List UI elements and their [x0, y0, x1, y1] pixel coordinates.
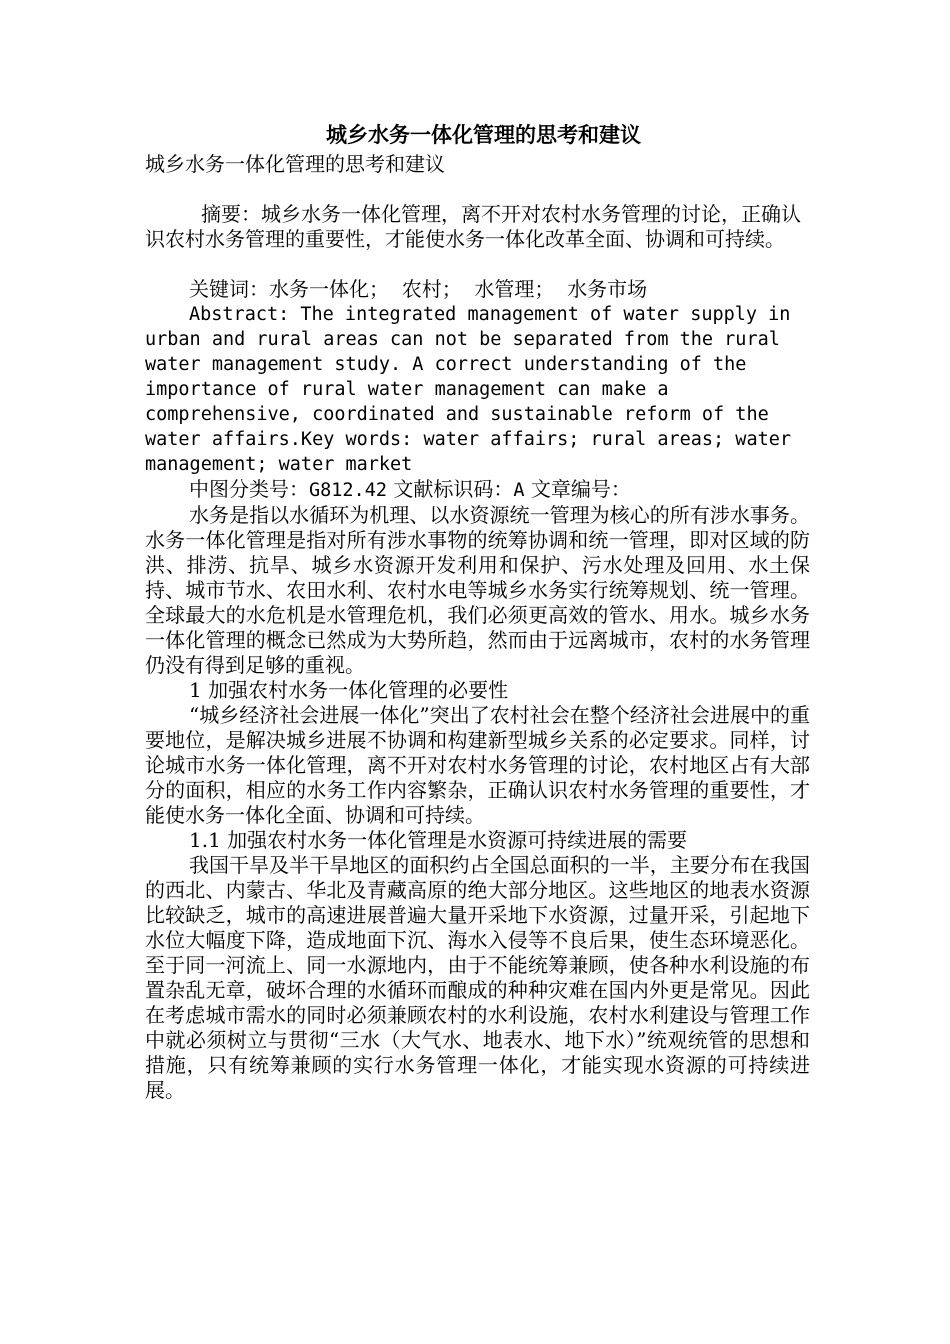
intro-paragraph: 水务是指以水循环为机理、以水资源统一管理为核心的所有涉水事务。水务一体化管理是指对所有涉水事物的统筹协调和统一管理，即对区域的防洪、排涝、抗旱、城乡水资源开发利用和保护、污水处理及回用、水土保持、城市节水、农田水利、农村水电等城乡水务实行统筹规划、统一管理。全球最大的水危机是水管理危机，我们必须更高效的管水、用水。城乡水务一体化管理的概念已然成为大势所趋，然而由于远离城市，农村的水务管理仍没有得到足够的重视。	[145, 503, 810, 677]
doc-code-label: 文献标识码：	[386, 477, 514, 501]
section-1-heading: 1 加强农村水务一体化管理的必要性	[189, 678, 509, 702]
document-title: 城乡水务一体化管理的思考和建议	[326, 122, 641, 147]
keywords-cn: 关键词：水务一体化； 农村； 水管理； 水务市场	[189, 277, 648, 301]
section-1-paragraph: “城乡经济社会进展一体化”突出了农村社会在整个经济社会进展中的重要地位，是解决城乡进展不协调和构建新型城乡关系的必定要求。同样，讨论城市水务一体化管理，离不开对农村水务管理的讨论，农村地区占有大部分的面积，相应的水务工作内容繁杂，正确认识农村水务管理的重要性，才能使水务一体化全面、协调和可持续。	[145, 703, 810, 827]
document-page	[145, 118, 810, 1103]
section-1-1-heading: 1.1 加强农村水务一体化管理是水资源可持续进展的需要	[189, 828, 688, 852]
classification-line	[145, 477, 810, 503]
abstract-en: Abstract: The integrated management of water supply in urban and rural areas can not be separated from the rural water management study. A correct understanding of the importance of rural water management can make a comprehensive, coordinated and sustainable reform of the water affairs.Key words: water affairs; rural areas; water management; water market	[145, 304, 792, 475]
abstract-cn: 摘要：城乡水务一体化管理，离不开对农村水务管理的讨论，正确认识农村水务管理的重要性，才能使水务一体化改革全面、协调和可持续。	[145, 202, 801, 251]
clc-code: G812.42	[309, 480, 387, 501]
clc-label: 中图分类号：	[189, 477, 309, 501]
doc-code: A	[513, 480, 525, 501]
section-1-1-paragraph: 我国干旱及半干旱地区的面积约占全国总面积的一半，主要分布在我国的西北、内蒙古、华北及青藏高原的绝大部分地区。这些地区的地表水资源比较缺乏，城市的高速进展普遍大量开采地下水资源，过量开采，引起地下水位大幅度下降，造成地面下沉、海水入侵等不良后果，使生态环境恶化。至于同一河流上、同一水源地内，由于不能统筹兼顾，使各种水利设施的布置杂乱无章，破坏合理的水循环而酿成的种种灾难在国内外更是常见。因此在考虑城市需水的同时必须兼顾农村的水利设施，农村水利建设与管理工作中就必须树立与贯彻“三水（大气水、地表水、地下水）”统观统管的思想和措施，只有统筹兼顾的实行水务管理一体化，才能实现水资源的可持续进展。	[145, 853, 810, 1102]
document-subtitle: 城乡水务一体化管理的思考和建议	[145, 152, 445, 176]
article-no-label: 文章编号：	[524, 477, 631, 501]
